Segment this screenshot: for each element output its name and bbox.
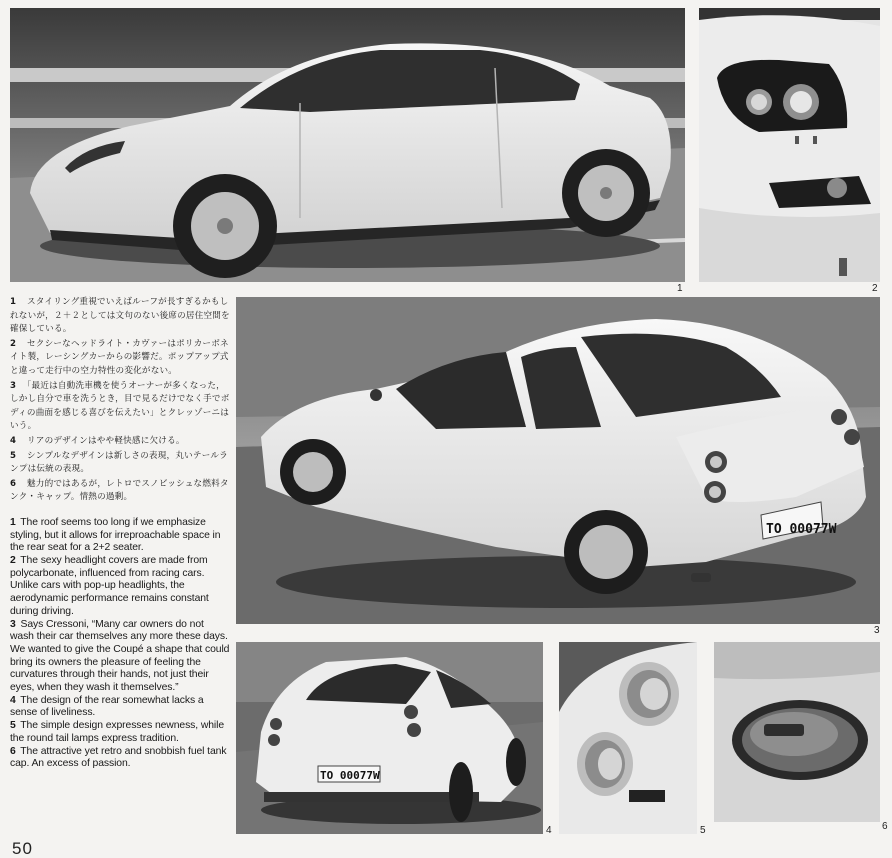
caption-en-4: 4 The design of the rear somewhat lacks a sense of liveliness. bbox=[10, 694, 204, 719]
photo-number: 5 bbox=[700, 825, 706, 836]
license-plate: TO 00077W bbox=[320, 769, 380, 782]
caption-en-3: 3 Says Cressoni, “Many car owners do not wash their car themselves any more these days. We wanted to give the Coupé a shape that could bring its owners the pleasure of feeling the curvatures through their hands, not just their eyes, when they wash it themselves.” bbox=[10, 618, 230, 694]
photo-4-rear-view bbox=[236, 642, 543, 834]
photo-number: 2 bbox=[872, 283, 878, 294]
photo-number: 4 bbox=[546, 825, 552, 836]
photo-3-rear-three-quarter bbox=[236, 297, 880, 624]
caption-jp-1: 1 スタイリング重視でいえばルーフが長すぎるかもしれないが，２＋２としては文句のない後席の居住空間を確保している。 bbox=[10, 297, 230, 335]
caption-en-2: 2 The sexy headlight covers are made from polycarbonate, influenced from racing cars. Unlike cars with pop-up headlights, the aerodynamic performance remains constant during driving. bbox=[10, 555, 209, 617]
photo-5-tail-lamps-closeup bbox=[559, 642, 697, 834]
captions-japanese bbox=[10, 296, 230, 505]
caption-jp-2: 2 セクシーなヘッドライト・カヴァーはポリカーボネイト製，レーシングカーからの影響だ。ポップアップ式と違って走行中の空力特性の変化がない。 bbox=[10, 338, 229, 376]
photo-number: 1 bbox=[677, 283, 683, 294]
license-plate: TO 00077W bbox=[766, 522, 837, 537]
photo-number: 3 bbox=[874, 625, 880, 636]
captions-column bbox=[10, 296, 230, 771]
caption-jp-3: 3 「最近は自動洗車機を使うオーナーが多くなった，しかし自分で車を洗うとき，目で見るだけでなく手でボディの曲面を感じる喜びを伝えたい」とクレッゾーニはいう。 bbox=[10, 380, 230, 432]
photo-1-side-view bbox=[10, 8, 685, 282]
caption-jp-4: 4 リアのデザインはやや軽快感に欠ける。 bbox=[10, 435, 185, 446]
caption-en-5: 5 The simple design expresses newness, while the round tail lamps express tradition. bbox=[10, 720, 225, 744]
page-number: 50 bbox=[12, 839, 33, 858]
caption-en-6: 6 The attractive yet retro and snobbish fuel tank cap. An excess of passion. bbox=[10, 745, 227, 770]
caption-jp-5: 5 シンプルなデザインは新しさの表現，丸いテールランプは伝統の表現。 bbox=[10, 450, 228, 475]
captions-english bbox=[10, 517, 230, 771]
photo-number: 6 bbox=[882, 821, 888, 832]
caption-jp-6: 6 魅力的ではあるが，レトロでスノビッシュな燃料タンク・キャップ。情熱の過剰。 bbox=[10, 478, 229, 503]
photo-2-rear-light-closeup bbox=[699, 8, 880, 282]
caption-en-1: 1 The roof seems too long if we emphasize styling, but it allows for irreproachable space in the rear seat for a 2+2 seater. bbox=[10, 516, 221, 554]
photo-6-fuel-cap-closeup bbox=[714, 642, 880, 822]
